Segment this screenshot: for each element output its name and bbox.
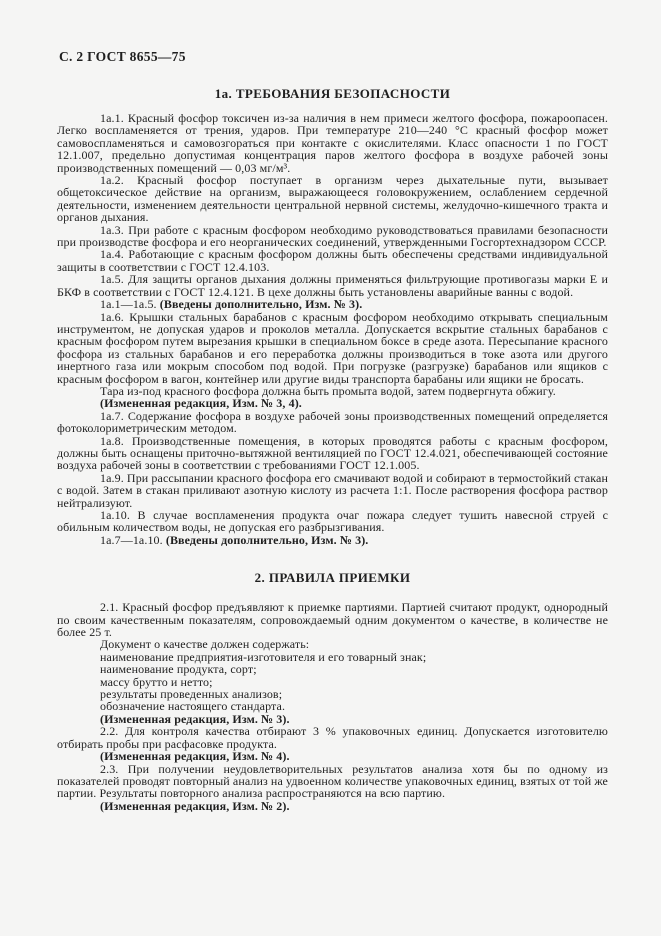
text-run: Тара из-под красного фосфора должна быть промыта водой, затем подвергнута обжигу. <box>100 383 556 398</box>
paragraph <box>57 174 608 224</box>
text-run: 1а.7. Содержание фосфора в воздухе рабочей зоны производственных помещений определяется фотоколориметрическим методом. <box>57 408 608 436</box>
paragraph <box>57 472 608 509</box>
amendment-note: (Измененная редакция, Изм. № 3, 4). <box>100 396 302 411</box>
paragraph <box>57 273 608 298</box>
text-run: 2.3. При получении неудовлетворительных результатов анализа хотя бы по одному из показателей проводят повторный анализ на удвоенном количестве упаковочных единиц, взятых от той же партии. Результаты повторного анализа распространяются на всю партию. <box>57 761 608 801</box>
amendment-note: (Введены дополнительно, Изм. № 3). <box>165 532 369 547</box>
text-run: 1а.8. Производственные помещения, в которых проводятся работы с красным фосфором, должны быть оснащены приточно-вытяжной вентиляцией по ГОСТ 12.4.021, обеспечивающей состояние воздуха рабочей зоны в соответствии с требованиями ГОСТ 12.1.005. <box>57 433 608 473</box>
text-run: 1а.9. При рассыпании красного фосфора его смачивают водой и собирают в термостойкий стакан с водой. Затем в стакан приливают азотную кислоту из расчета 1:1. После растворения фосфора раствор нейтрализуют. <box>57 470 608 510</box>
text-run: 1а.3. При работе с красным фосфором необходимо руководствоваться правилами безопасности при производстве фосфора и его неорганических соединений, утвержденными Госгортехнадзором СССР. <box>57 222 608 250</box>
text-run: результаты проведенных анализов; <box>100 687 283 702</box>
text-run: наименование предприятия-изготовителя и его товарный знак; <box>100 649 427 664</box>
text-run: 1а.1—1а.5. <box>100 297 160 312</box>
amendment-note: (Измененная редакция, Изм. № 3). <box>100 711 290 726</box>
section-title: 1а. ТРЕБОВАНИЯ БЕЗОПАСНОСТИ <box>214 86 451 101</box>
paragraph <box>57 534 608 546</box>
amendment-note: (Введены дополнительно, Изм. № 3). <box>159 297 363 312</box>
paragraph <box>57 509 608 534</box>
text-run: 1а.6. Крышки стальных барабанов с красным фосфором необходимо открывать специальным инструментом, не допуская ударов и проколов металла. Допускается вскрытие стальных барабанов с красным фосфором путем вырезания крышки в специальном боксе в среде азота. Пересыпание красного фосфора из стальных барабанов и его переработка должны производиться в токе азота или другого инертного газа или мокрым способом под водой. При погрузке (разгрузке) барабанов или ящиков с красным фосфором в вагон, контейнер или другие виды транспорта барабаны или ящики не бросать. <box>57 309 608 386</box>
text-run: наименование продукта, сорт; <box>100 662 257 677</box>
text-run: 1а.7—1а.10. <box>100 532 166 547</box>
section <box>57 86 608 546</box>
paragraph <box>57 435 608 472</box>
paragraph <box>57 725 608 750</box>
paragraph <box>57 311 608 385</box>
paragraph <box>57 112 608 174</box>
paragraph <box>57 763 608 800</box>
page-header: С. 2 ГОСТ 8655—75 <box>59 49 186 64</box>
document-body <box>57 86 608 812</box>
paragraph <box>57 224 608 249</box>
text-run: 1а.5. Для защиты органов дыхания должны применяться фильтрующие противогазы марки Е и БКФ в соответствии с ГОСТ 12.4.121. В цехе должны быть установлены аварийные ванны с водой. <box>57 272 608 299</box>
paragraph <box>57 601 608 638</box>
text-run: 1а.10. В случае воспламенения продукта очаг пожара следует тушить навесной струей с обильным количеством воды, не допуская его разбрызгивания. <box>57 508 608 535</box>
amendment-note: (Измененная редакция, Изм. № 2). <box>100 798 290 813</box>
text-run: 1а.4. Работающие с красным фосфором должны быть обеспечены средствами индивидуальной защиты в соответствии с ГОСТ 12.4.103. <box>57 247 608 274</box>
text-run: Документ о качестве должен содержать: <box>100 637 310 652</box>
section-title: 2. ПРАВИЛА ПРИЕМКИ <box>254 570 411 586</box>
text-run: 2.1. Красный фосфор предъявляют к приемке партиями. Партией считают продукт, однородный по своим качественным показателям, сопровождаемый одним документом о качестве, в количестве не более 25 т. <box>57 600 608 640</box>
text-run: 1а.2. Красный фосфор поступает в организм через дыхательные пути, вызывает общетоксическое действие на организм, выражающееся головокружением, ослаблением сердечной деятельности, изменением деятельности центральной нервной системы, желудочно-кишечного тракта и органов дыхания. <box>57 173 608 225</box>
text-run: обозначение настоящего стандарта. <box>100 699 286 714</box>
paragraph <box>57 248 608 273</box>
text-run: 1а.1. Красный фосфор токсичен из-за наличия в нем примеси желтого фосфора, пожароопасен. Легко воспламеняется от трения, ударов. При температуре 210—240 °С красный фосфор может самовоспламеняться и самовозгораться при контакте с окислителями. Класс опасности 1 по ГОСТ 12.1.007, предельно допустимая концентрация паров желтого фосфора в воздухе рабочей зоны производственных помещений — 0,03 мг/м³. <box>57 111 608 175</box>
section <box>57 570 608 812</box>
text-run: 2.2. Для контроля качества отбирают 3 % упаковочных единиц. Допускается изготовителю отбирать пробы при расфасовке продукта. <box>57 724 608 751</box>
text-run: массу брутто и нетто; <box>100 674 213 689</box>
paragraph <box>57 410 608 435</box>
paragraph <box>57 800 608 812</box>
amendment-note: (Измененная редакция, Изм. № 4). <box>100 749 290 764</box>
